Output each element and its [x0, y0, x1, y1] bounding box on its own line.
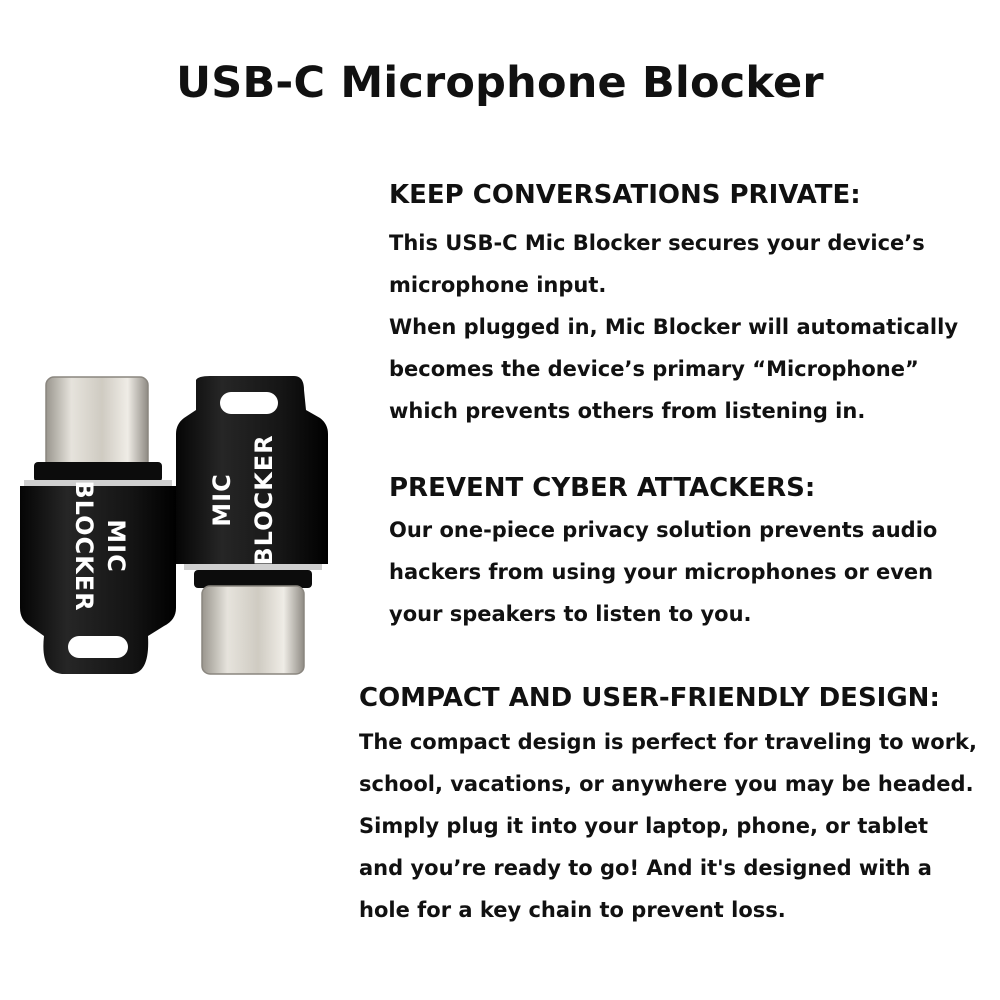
section-body — [359, 721, 977, 931]
section-keep-conversations-private — [389, 180, 958, 432]
body-line: school, vacations, or anywhere you may be headed. — [359, 772, 974, 796]
section-prevent-cyber-attackers — [389, 473, 937, 635]
body-line: hole for a key chain to prevent loss. — [359, 898, 786, 922]
body-line: This USB-C Mic Blocker secures your device’s — [389, 231, 925, 255]
left-usb-c-plug — [46, 377, 148, 469]
right-usb-c-plug — [202, 586, 304, 674]
body-line: becomes the device’s primary “Microphone” — [389, 357, 919, 381]
section-heading: KEEP CONVERSATIONS PRIVATE: — [389, 180, 861, 210]
left-keychain-hole — [68, 636, 128, 658]
body-line: microphone input. — [389, 273, 607, 297]
body-line: hackers from using your microphones or even — [389, 560, 934, 584]
body-line: When plugged in, Mic Blocker will automatically — [389, 315, 959, 339]
body-line: and you’re ready to go! And it's designed with a — [359, 856, 932, 880]
right-label-mic: MIC — [208, 473, 236, 527]
section-heading: PREVENT CYBER ATTACKERS: — [389, 473, 816, 503]
left-label-mic: MIC — [102, 519, 130, 573]
page-title: USB-C Microphone Blocker — [176, 58, 824, 108]
right-blocker — [176, 376, 328, 674]
body-line: The compact design is perfect for traveling to work, — [359, 730, 977, 754]
body-line: Simply plug it into your laptop, phone, or tablet — [359, 814, 929, 838]
section-body — [389, 222, 958, 432]
right-keychain-hole — [220, 392, 278, 414]
left-label-blocker: BLOCKER — [70, 480, 98, 612]
body-line: which prevents others from listening in. — [389, 399, 866, 423]
body-line: Our one-piece privacy solution prevents audio — [389, 518, 938, 542]
section-compact-design — [359, 683, 977, 931]
right-label-blocker: BLOCKER — [250, 434, 278, 566]
left-blocker — [20, 377, 176, 674]
section-heading: COMPACT AND USER-FRIENDLY DESIGN: — [359, 683, 940, 713]
body-line: your speakers to listen to you. — [389, 602, 752, 626]
section-body — [389, 509, 937, 635]
product-image — [0, 360, 340, 690]
